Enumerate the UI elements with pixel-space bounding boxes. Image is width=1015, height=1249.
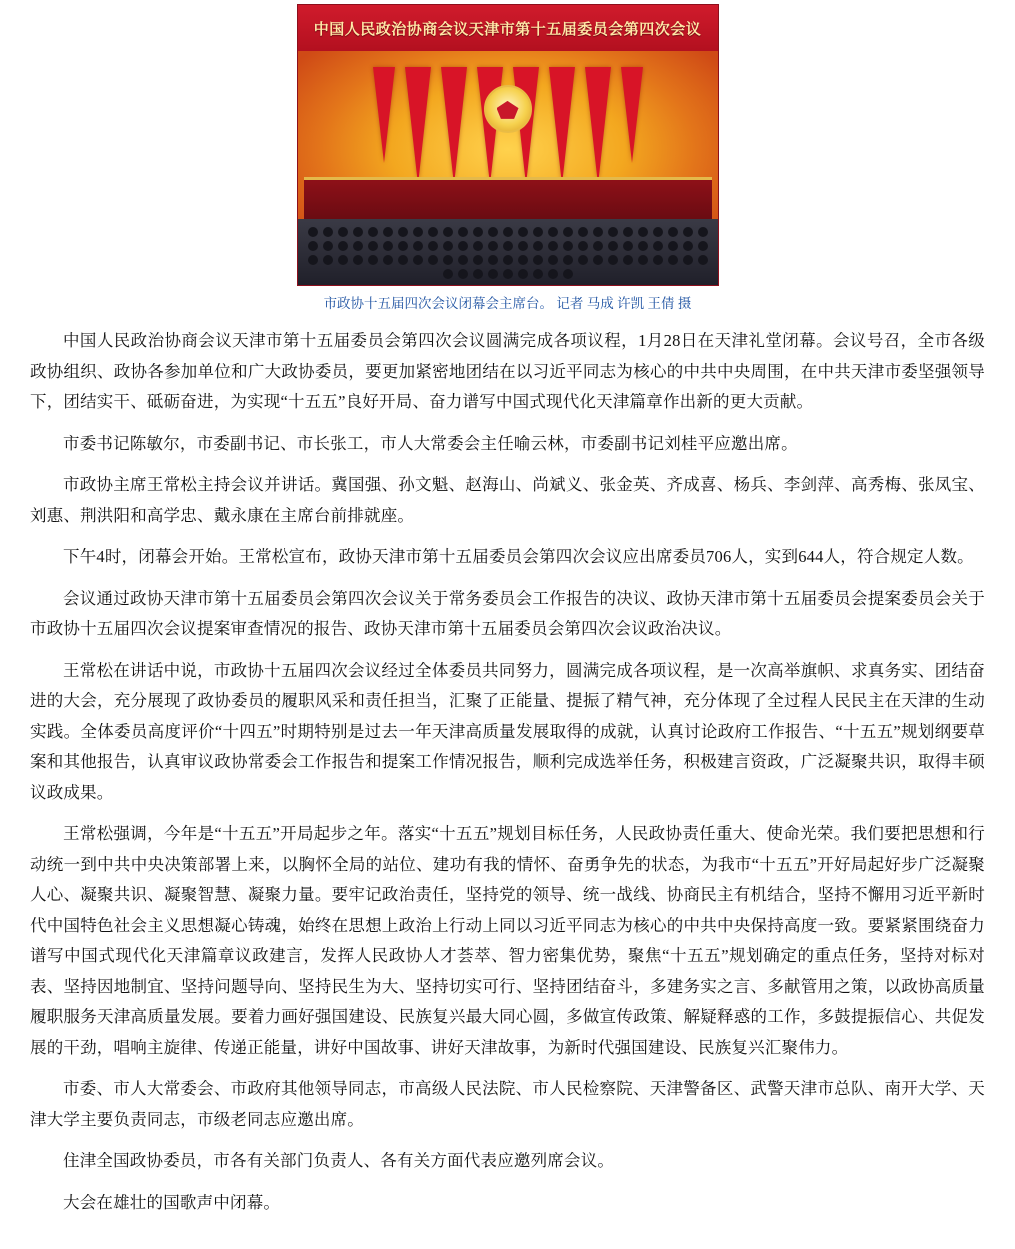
article-paragraph: 下午4时，闭幕会开始。王常松宣布，政协天津市第十五届委员会第四次会议应出席委员706人，实到644人，符合规定人数。: [63, 547, 974, 567]
photo-banner: [298, 5, 718, 53]
photo-banner-text: 中国人民政治协商会议天津市第十五届委员会第四次会议: [313, 21, 702, 38]
article-paragraph: 大会在雄壮的国歌声中闭幕。: [63, 1192, 281, 1212]
article-paragraph: 会议通过政协天津市第十五届委员会第四次会议关于常务委员会工作报告的决议、政协天津市第十五届委员会提案委员会关于市政协十五届四次会议提案审查情况的报告、政协天津市第十五届委员会第四次会议政治决议。: [30, 588, 985, 639]
article-paragraph: 中国人民政治协商会议天津市第十五届委员会第四次会议圆满完成各项议程，1月28日在天津礼堂闭幕。会议号召，全市各级政协组织、政协各参加单位和广大政协委员，要更加紧密地团结在以习近平同志为核心的中共中央周围，在中共天津市委坚强领导下，团结实干、砥砺奋进，为实现“十五五”良好开局、奋力谱写中国式现代化天津篇章作出新的更大贡献。: [30, 331, 985, 412]
red-flag-icon: [621, 67, 643, 163]
red-flag-icon: [373, 67, 395, 163]
article-paragraph: 住津全国政协委员，市各有关部门负责人、各有关方面代表应邀列席会议。: [63, 1151, 615, 1171]
photo-audience: [298, 219, 718, 285]
article-paragraph: 市委、市人大常委会、市政府其他领导同志，市高级人民法院、市人民检察院、天津警备区、武警天津市总队、南开大学、天津大学主要负责同志，市级老同志应邀出席。: [30, 1079, 985, 1129]
article-paragraph: 市政协主席王常松主持会议并讲话。冀国强、孙文魁、赵海山、尚斌义、张金英、齐成喜、杨兵、李剑萍、高秀梅、张凤宝、刘惠、荆洪阳和高学忠、戴永康在主席台前排就座。: [30, 475, 985, 525]
article-paragraph: 市委书记陈敏尔，市委副书记、市长张工，市人大常委会主任喻云林，市委副书记刘桂平应邀出席。: [63, 433, 798, 453]
article-paragraph: 王常松在讲话中说，市政协十五届四次会议经过全体委员共同努力，圆满完成各项议程，是一次高举旗帜、求真务实、团结奋进的大会，充分展现了政协委员的履职风采和责任担当，汇聚了正能量、提振了精气神，充分体现了全过程人民民主在天津的生动实践。全体委员高度评价“十四五”时期特别是过去一年天津高质量发展取得的成就，认真讨论政府工作报告、“十五五”规划纲要草案和其他报告，认真审议政协常委会工作报告和提案工作情况报告，顺利完成选举任务，积极建言资政，广泛凝聚共识，取得丰硕议政成果。: [30, 660, 985, 802]
photo-audience-heads: [298, 227, 718, 279]
conference-photo: [297, 4, 719, 286]
article-figure: [30, 4, 985, 312]
article-body: [30, 326, 985, 1218]
national-emblem-icon: [484, 85, 532, 133]
article-paragraph: 王常松强调，今年是“十五五”开局起步之年。落实“十五五”规划目标任务，人民政协责任重大、使命光荣。我们要把思想和行动统一到中共中央决策部署上来，以胸怀全局的站位、建功有我的情怀、奋勇争先的状态，为我市“十五五”开好局起好步广泛凝聚人心、凝聚共识、凝聚智慧、凝聚力量。要牢记政治责任，坚持党的领导、统一战线、协商民主有机结合，坚持不懈用习近平新时代中国特色社会主义思想凝心铸魂，始终在思想上政治上行动上同以习近平同志为核心的中共中央保持高度一致。要紧紧围绕奋力谱写中国式现代化天津篇章议政建言，发挥人民政协人才荟萃、智力密集优势，聚焦“十五五”规划确定的重点任务，坚持对标对表、坚持因地制宜、坚持问题导向、坚持民生为大、坚持切实可行、坚持团结奋斗，多建务实之言、多献管用之策，以政协高质量履职服务天津高质量发展。要着力画好强国建设、民族复兴最大同心圆，多做宣传政策、解疑释惑的工作，多鼓提振信心、共促发展的干劲，唱响主旋律、传递正能量，讲好中国故事、讲好天津故事，为新时代强国建设、民族复兴汇聚伟力。: [30, 824, 985, 1057]
photo-caption: 市政协十五届四次会议闭幕会主席台。 记者 马成 许凯 王倩 摄: [323, 296, 692, 311]
